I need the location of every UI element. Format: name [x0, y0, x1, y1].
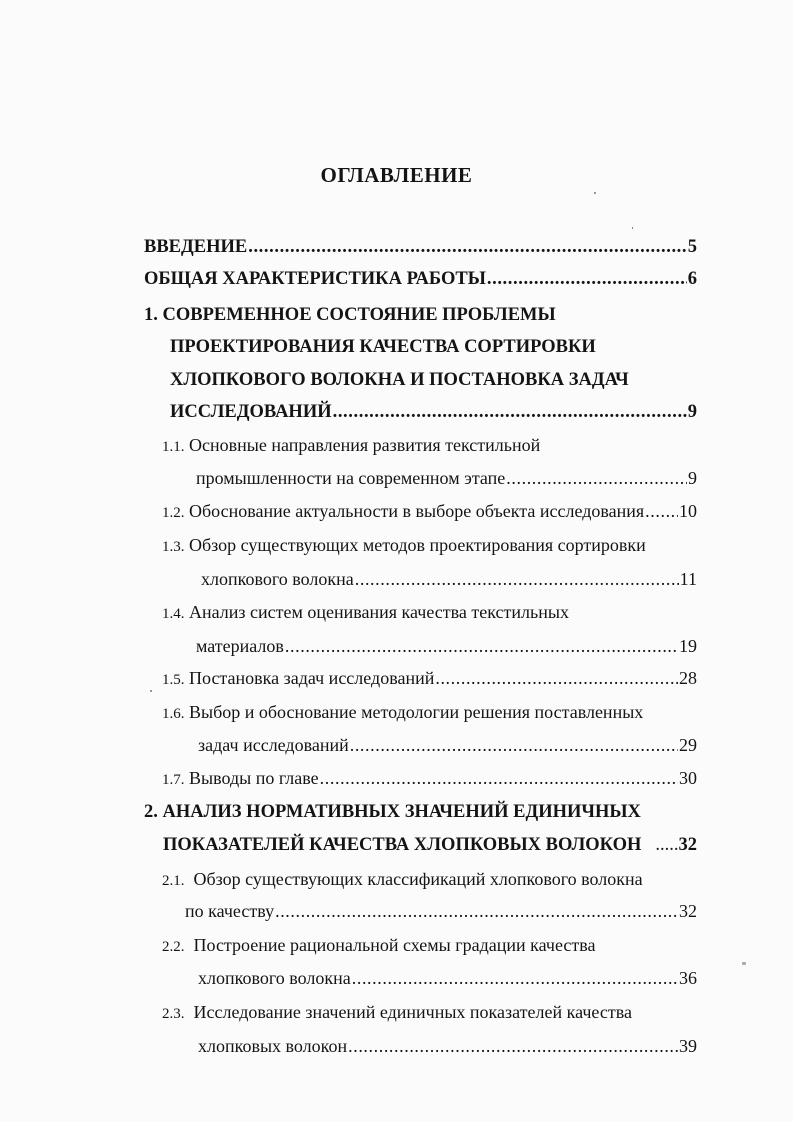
scan-speck [742, 962, 746, 965]
toc-page-number: 11 [679, 569, 697, 589]
chapter-1-heading-line-1: 1. СОВРЕМЕННОЕ СОСТОЯНИЕ ПРОБЛЕМЫ [144, 305, 556, 325]
toc-entry-text [162, 765, 319, 793]
toc-page-number: 6 [687, 269, 697, 289]
toc-entry-text: ОБЩАЯ ХАРАКТЕРИСТИКА РАБОТЫ [144, 269, 486, 289]
section-2-3-line-1 [162, 999, 632, 1025]
section-number: 2.1. [162, 873, 185, 889]
toc-page-number-group: .....32 [655, 835, 697, 855]
section-1-6-line-1 [162, 699, 643, 725]
toc-page-number: 9 [687, 402, 697, 422]
toc-entry-text: хлопковых волокон [198, 1036, 348, 1056]
section-number: 1.2. [162, 505, 185, 521]
toc-page-number: 32 [679, 901, 697, 921]
toc-entry-general[interactable] [144, 266, 697, 292]
section-title: Исследование значений единичных показателей качества [193, 1002, 632, 1022]
toc-entry-intro[interactable] [144, 234, 697, 260]
section-number: 1.4. [162, 606, 185, 622]
section-title: Обоснование актуальности в выборе объекта исследования [189, 501, 645, 521]
section-number: 2.2. [162, 939, 185, 955]
dot-leader [333, 399, 687, 425]
toc-entry-section-1-7[interactable] [162, 765, 697, 791]
scan-speck [594, 192, 596, 194]
section-1-1-line-1 [162, 432, 540, 458]
chapter-2-heading-line-1: 2. АНАЛИЗ НОРМАТИВНЫХ ЗНАЧЕНИЙ ЕДИНИЧНЫХ [144, 802, 641, 822]
toc-entry-text: ПОКАЗАТЕЛЕЙ КАЧЕСТВА ХЛОПКОВЫХ ВОЛОКОН [163, 835, 642, 855]
toc-entry-text: хлопкового волокна [201, 569, 354, 589]
page-title: ОГЛАВЛЕНИЕ [320, 163, 473, 187]
section-title: Постановка задач исследований [189, 668, 435, 688]
section-number: 1.1. [162, 439, 185, 455]
toc-entry-section-1-6[interactable] [198, 732, 697, 758]
section-number: 2.3. [162, 1006, 185, 1022]
toc-entry-text: задач исследований [198, 735, 349, 755]
section-2-1-line-1 [162, 866, 643, 892]
section-1-4-line-1 [162, 599, 569, 625]
dot-leader [355, 566, 679, 592]
dot-leader [248, 234, 687, 260]
section-number: 1.7. [162, 772, 185, 788]
section-title: Обзор существующих классификаций хлопкового волокна [193, 869, 643, 889]
toc-page-number: 36 [679, 968, 697, 988]
toc-entry-section-1-5[interactable] [162, 665, 697, 691]
section-number: 1.3. [162, 539, 185, 555]
section-title: Выбор и обоснование методологии решения поставленных [189, 702, 644, 722]
dot-leader [487, 266, 687, 292]
toc-entry-text: промышленности на современном этапе [196, 468, 506, 488]
toc-entry-text: ИССЛЕДОВАНИЙ [170, 402, 332, 422]
scan-speck [150, 690, 152, 692]
toc-page-number: 30 [679, 768, 697, 788]
toc-entry-section-2-2[interactable] [198, 965, 697, 991]
toc-entry-text: хлопкового волокна [198, 968, 351, 988]
dot-leader [506, 465, 687, 491]
toc-entry-section-2-1[interactable] [185, 898, 697, 924]
section-2-2-line-1 [162, 932, 596, 958]
toc-entry-chapter-1[interactable] [170, 399, 697, 425]
dot-leader [320, 765, 678, 791]
toc-page-number: 28 [679, 668, 697, 688]
toc-page-number: 5 [687, 237, 697, 257]
dot-leader [275, 898, 678, 924]
section-title: Выводы по главе [189, 768, 319, 788]
section-title: Обзор существующих методов проектирования сортировки [189, 535, 646, 555]
toc-entry-section-2-3[interactable] [198, 1033, 697, 1059]
toc-entry-text: по качеству [185, 901, 275, 921]
toc-entry-section-1-3[interactable] [201, 566, 697, 592]
section-title: Построение рациональной схемы градации качества [193, 935, 596, 955]
dot-leader [435, 665, 678, 691]
dot-leader [645, 498, 678, 524]
toc-page-number: 10 [679, 501, 697, 521]
chapter-1-heading-line-2: ПРОЕКТИРОВАНИЯ КАЧЕСТВА СОРТИРОВКИ [170, 337, 596, 357]
dot-leader [285, 633, 678, 659]
toc-page-number: 9 [688, 468, 697, 488]
scan-speck [632, 227, 633, 229]
section-number: 1.6. [162, 706, 185, 722]
section-1-3-line-1 [162, 532, 646, 558]
toc-entry-section-1-1[interactable] [196, 465, 697, 491]
toc-page-number: 29 [679, 735, 697, 755]
toc-page-number: 39 [679, 1036, 697, 1056]
toc-entry-text: материалов [196, 636, 284, 656]
toc-page-number: 19 [679, 636, 697, 656]
toc-entry-section-1-2[interactable] [162, 498, 697, 524]
section-title: Анализ систем оценивания качества текстильных [189, 602, 569, 622]
toc-page-number: 32 [678, 835, 697, 855]
toc-entry-text [162, 498, 644, 526]
section-number: 1.5. [162, 672, 185, 688]
dot-leader [350, 732, 678, 758]
toc-entry-text [162, 665, 434, 693]
toc-entry-section-1-4[interactable] [196, 633, 697, 659]
section-title: Основные направления развития текстильной [189, 435, 541, 455]
chapter-1-heading-line-3: ХЛОПКОВОГО ВОЛОКНА И ПОСТАНОВКА ЗАДАЧ [170, 370, 629, 390]
toc-entry-chapter-2[interactable] [163, 832, 697, 858]
toc-entry-text: ВВЕДЕНИЕ [144, 237, 248, 257]
dot-leader [348, 1033, 678, 1059]
dot-leader [352, 965, 678, 991]
